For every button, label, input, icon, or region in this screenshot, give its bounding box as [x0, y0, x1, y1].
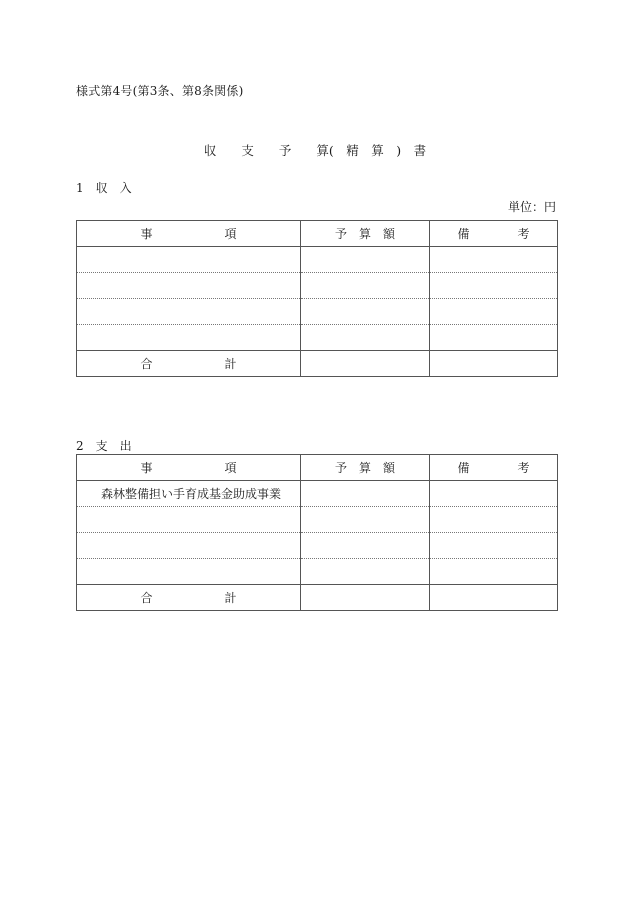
- table-row: [77, 559, 558, 585]
- column-header-budget: 予 算 額: [301, 455, 430, 481]
- cell-remarks: [430, 247, 558, 273]
- cell-remarks: [430, 273, 558, 299]
- cell-remarks: [430, 533, 558, 559]
- total-budget: [301, 351, 430, 377]
- cell-remarks: [430, 559, 558, 585]
- total-label: 合 計: [77, 351, 301, 377]
- column-header-remarks: 備 考: [430, 221, 558, 247]
- table-row: [77, 247, 558, 273]
- cell-remarks: [430, 507, 558, 533]
- table-row: [77, 273, 558, 299]
- income-heading: 1 収 入: [76, 181, 132, 195]
- table-row: [77, 325, 558, 351]
- cell-item: [77, 247, 301, 273]
- cell-item: [77, 507, 301, 533]
- cell-item: 森林整備担い手育成基金助成事業: [77, 481, 301, 507]
- cell-item: [77, 559, 301, 585]
- cell-remarks: [430, 481, 558, 507]
- cell-item: [77, 299, 301, 325]
- table-row: [77, 481, 558, 507]
- income-table: [76, 220, 558, 377]
- total-budget: [301, 585, 430, 611]
- table-row: [77, 533, 558, 559]
- unit-label: 単位：円: [507, 200, 556, 214]
- cell-budget: [301, 299, 430, 325]
- total-label: 合 計: [77, 585, 301, 611]
- form-number: 様式第4号(第3条、第8条関係): [76, 84, 244, 98]
- cell-budget: [301, 507, 430, 533]
- expense-heading: 2 支 出: [76, 439, 132, 453]
- total-row: [77, 585, 558, 611]
- column-header-remarks: 備 考: [430, 455, 558, 481]
- cell-budget: [301, 247, 430, 273]
- cell-remarks: [430, 299, 558, 325]
- cell-item: [77, 533, 301, 559]
- column-header-item: 事 項: [77, 455, 301, 481]
- total-remarks: [430, 351, 558, 377]
- cell-budget: [301, 481, 430, 507]
- expense-table: [76, 454, 558, 611]
- cell-remarks: [430, 325, 558, 351]
- table-row: [77, 507, 558, 533]
- cell-budget: [301, 273, 430, 299]
- total-remarks: [430, 585, 558, 611]
- cell-budget: [301, 533, 430, 559]
- cell-item: [77, 325, 301, 351]
- table-header-row: [77, 221, 558, 247]
- table-header-row: [77, 455, 558, 481]
- document-title: 収 支 予 算( 精 算 ) 書: [203, 143, 427, 158]
- cell-budget: [301, 559, 430, 585]
- column-header-item: 事 項: [77, 221, 301, 247]
- table-row: [77, 299, 558, 325]
- cell-item: [77, 273, 301, 299]
- column-header-budget: 予 算 額: [301, 221, 430, 247]
- cell-budget: [301, 325, 430, 351]
- total-row: [77, 351, 558, 377]
